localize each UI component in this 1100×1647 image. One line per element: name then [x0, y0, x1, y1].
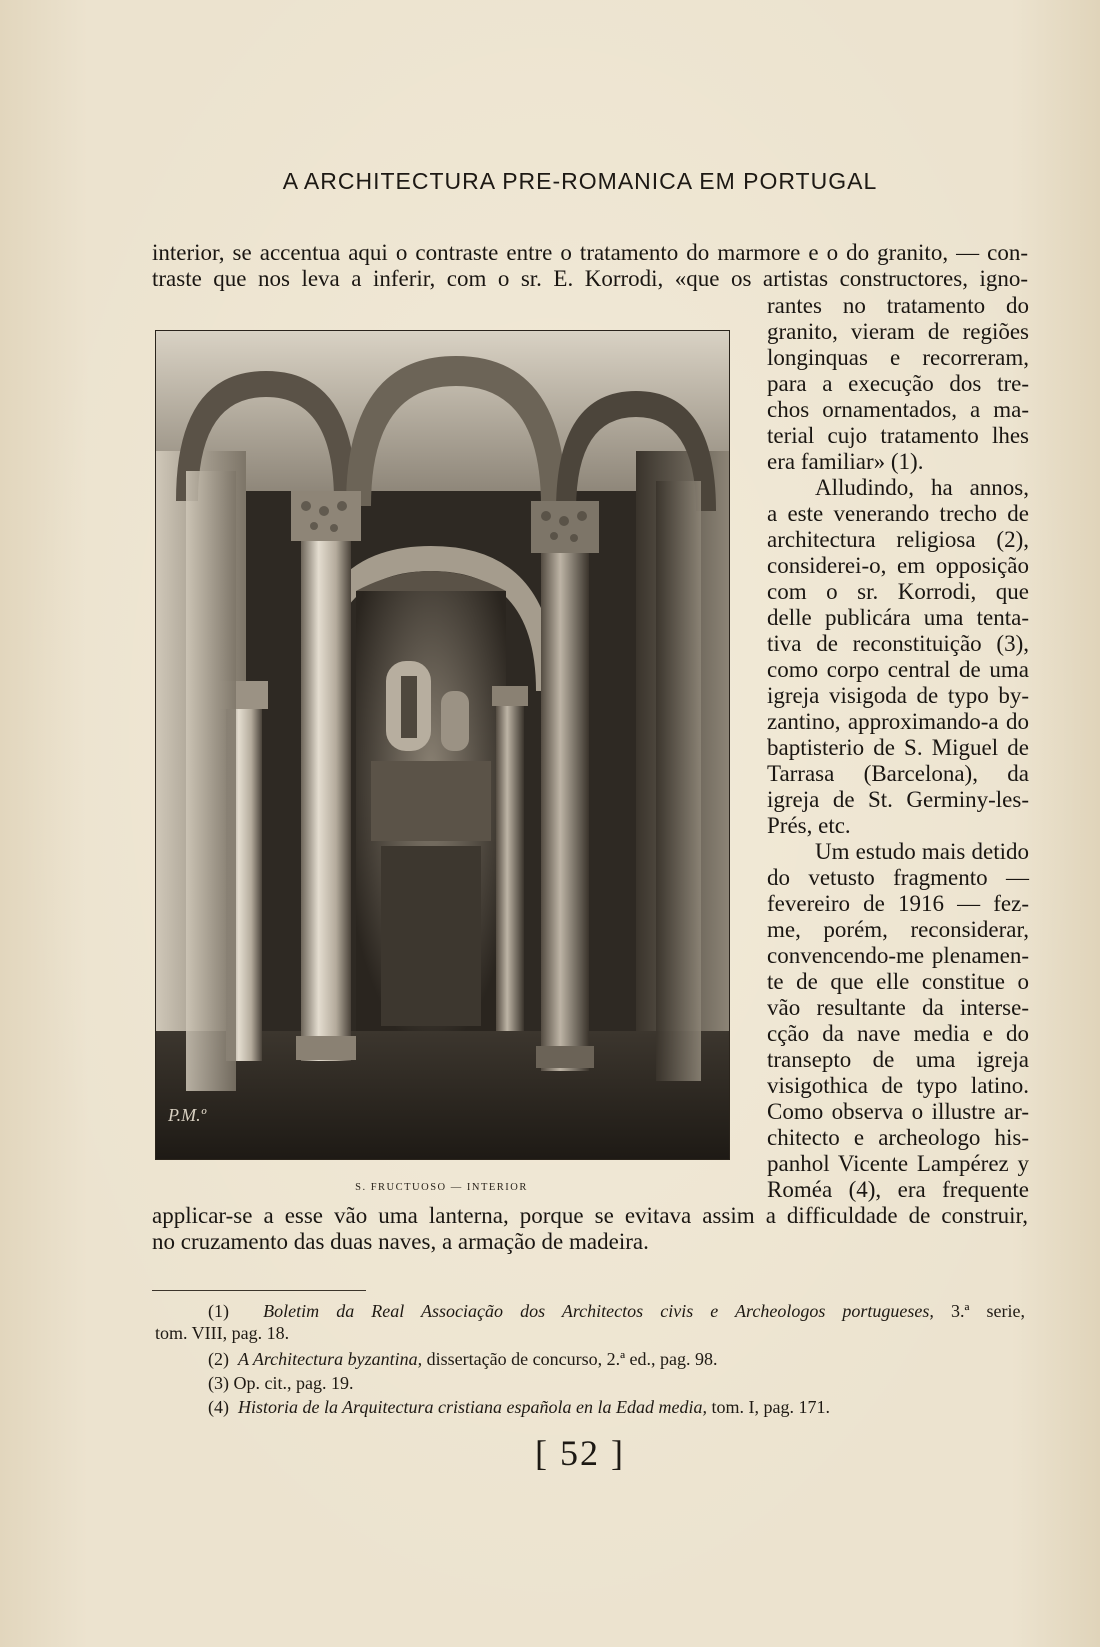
body-line: Alludindo, ha annos, [815, 475, 1029, 500]
body-line: no cruzamento das duas naves, a armação de madeira. [152, 1229, 649, 1254]
body-line: terial cujo tratamento lhes [767, 423, 1029, 448]
body-line: baptisterio de S. Miguel de [767, 735, 1029, 760]
body-line: Roméa (4), era frequente [767, 1177, 1029, 1202]
body-line: chitecto e archeologo his- [767, 1125, 1029, 1150]
body-line: como corpo central de uma [767, 657, 1029, 682]
footnote-text: 3.ª serie, [950, 1301, 1026, 1321]
body-line: Tarrasa (Barcelona), da [767, 761, 1029, 786]
body-line: traste que nos leva a inferir, com o sr. E. Korrodi, «que os artistas constructores, igno- [152, 266, 1028, 291]
footnote-3: (3) Op. cit., pag. 19. [208, 1373, 354, 1393]
body-line: para a execução dos tre- [767, 371, 1029, 396]
body-line: panhol Vicente Lampérez y [767, 1151, 1029, 1176]
body-line: com o sr. Korrodi, que [767, 579, 1029, 604]
footnote-text: tom. I, pag. 171. [711, 1397, 830, 1417]
footnote-title: Historia de la Arquitectura cristiana española en la Edad media, [238, 1397, 707, 1417]
body-line: me, porém, reconsiderar, [767, 917, 1029, 942]
body-line: igreja de St. Germiny-les- [767, 787, 1029, 812]
body-line: fevereiro de 1916 — fez- [767, 891, 1029, 916]
footnote-1-continuation: tom. VIII, pag. 18. [155, 1323, 290, 1343]
body-line: do vetusto fragmento — [767, 865, 1029, 890]
running-head: A ARCHITECTURA PRE-ROMANICA EM PORTUGAL [282, 168, 878, 194]
body-line: a este venerando trecho de [767, 501, 1029, 526]
body-line: considerei-o, em opposição [767, 553, 1029, 578]
photo-monogram: P.M.º [168, 1105, 207, 1125]
body-line: vão resultante da interse- [767, 995, 1029, 1020]
footnote-title: Boletim da Real Associação dos Architectos civis e Archeologos portugueses, [263, 1301, 934, 1321]
footnote-number: (4) [208, 1397, 229, 1417]
church-interior-photograph [155, 330, 730, 1160]
body-line: chos ornamentados, a ma- [767, 397, 1029, 422]
footnote-text: dissertação de concurso, 2.ª ed., pag. 98. [426, 1349, 718, 1369]
footnote-rule [152, 1290, 366, 1291]
body-line: zantino, approximando-a do [767, 709, 1029, 734]
body-line: tiva de reconstituição (3), [767, 631, 1029, 656]
body-line: transepto de uma igreja [767, 1047, 1029, 1072]
body-line: Como observa o illustre ar- [767, 1099, 1029, 1124]
footnote-4 [208, 1396, 830, 1418]
body-line: rantes no tratamento do [767, 293, 1029, 318]
page-number: [ 52 ] [535, 1433, 625, 1473]
footnote-number: (1) [208, 1301, 229, 1321]
footnote-2 [208, 1348, 718, 1370]
body-line: delle publicára uma tenta- [767, 605, 1029, 630]
body-line: applicar-se a esse vão uma lanterna, porque se evitava assim a difficuldade de construir, [152, 1203, 1028, 1228]
body-line: architectura religiosa (2), [767, 527, 1029, 552]
body-line: granito, vieram de regiões [767, 319, 1029, 344]
body-line: interior, se accentua aqui o contraste entre o tratamento do marmore e o do granito, — con- [152, 240, 1028, 265]
body-line: Um estudo mais detido [815, 839, 1029, 864]
footnote-1 [155, 1300, 1025, 1322]
body-line: cção da nave media e do [767, 1021, 1029, 1046]
figure-caption: S. FRUCTUOSO — INTERIOR [355, 1182, 528, 1193]
body-line: igreja visigoda de typo by- [767, 683, 1029, 708]
body-line: te de que elle constitue o [767, 969, 1029, 994]
body-line: convencendo-me plenamen- [767, 943, 1029, 968]
body-line: Prés, etc. [767, 813, 851, 838]
body-line: visigothica de typo latino. [767, 1073, 1029, 1098]
footnote-title: A Architectura byzantina, [238, 1349, 423, 1369]
footnote-number: (2) [208, 1349, 229, 1369]
body-line: longinquas e recorreram, [767, 345, 1029, 370]
body-line: era familiar» (1). [767, 449, 924, 474]
